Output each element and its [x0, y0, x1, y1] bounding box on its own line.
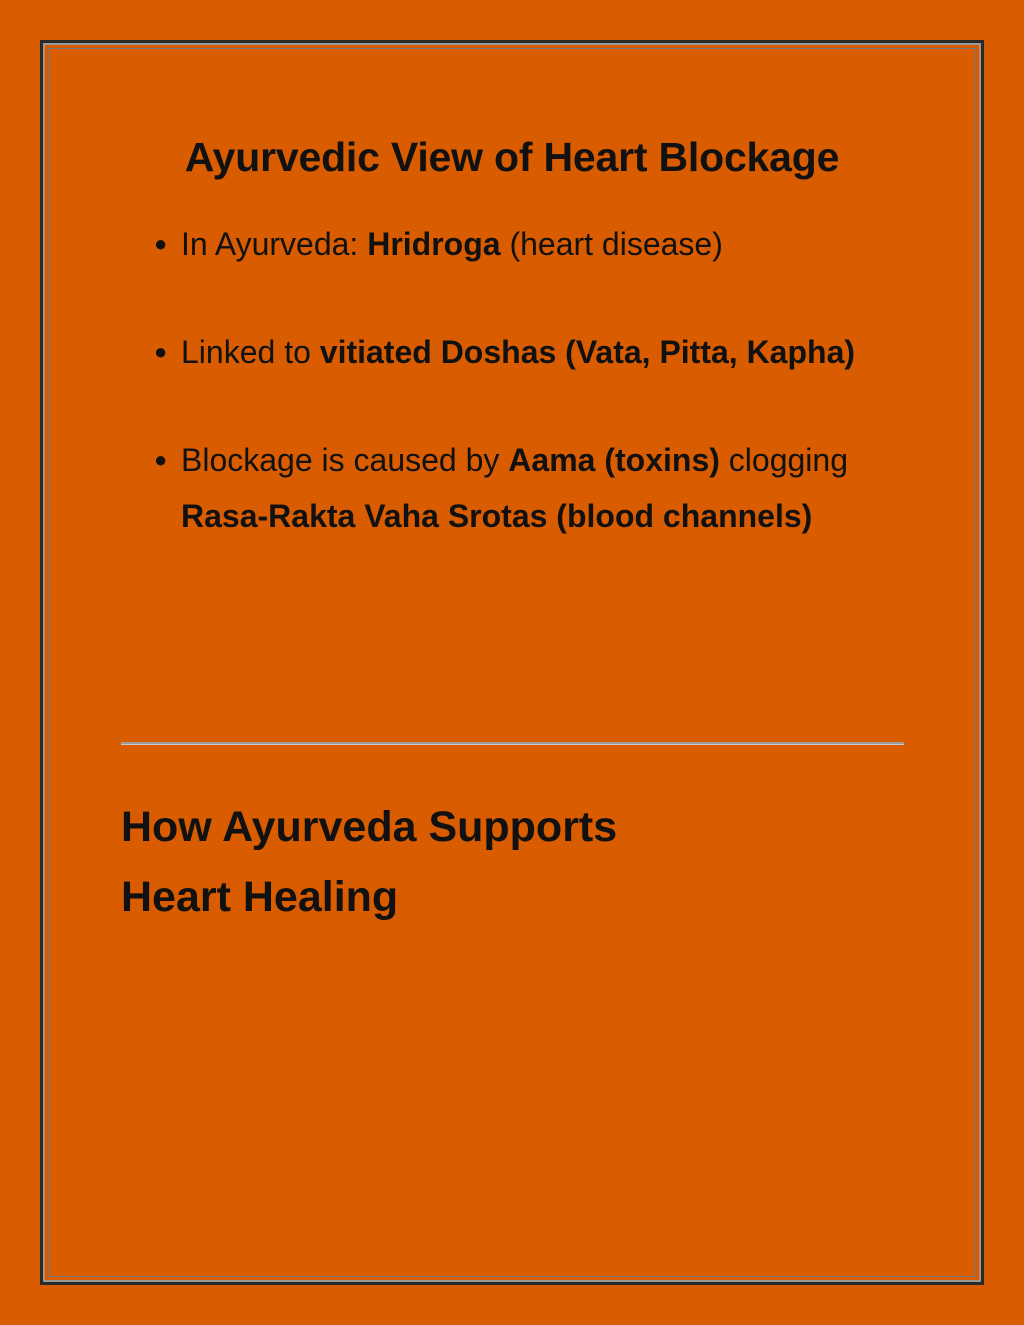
bullet-text-plain: Blockage is caused by — [181, 442, 509, 478]
bullet-text — [181, 226, 723, 262]
bullet-text-bold: vitiated Doshas (Vata, Pitta, Kapha) — [319, 334, 856, 370]
bullet-text-plain: In Ayurveda: — [181, 226, 368, 262]
section-title: Ayurvedic View of Heart Blockage — [184, 134, 840, 180]
bullet-text-plain: Linked to — [181, 334, 320, 370]
bullet-icon: ● — [154, 339, 168, 364]
bullet-icon: ● — [154, 447, 168, 472]
section-heading-line: Heart Healing — [121, 873, 399, 921]
bullet-icon: ● — [154, 231, 168, 256]
section-heading — [121, 792, 881, 932]
bullet-text-plain: (heart disease) — [500, 226, 723, 262]
bullet-item-aama — [154, 432, 874, 544]
bullet-text — [181, 334, 855, 370]
bullet-text — [181, 442, 848, 534]
section-heading-line: How Ayurveda Supports — [121, 803, 618, 851]
bullet-item-hridroga — [154, 216, 874, 272]
bullet-text-bold: Aama (toxins) — [508, 442, 720, 478]
bullet-text-plain: clogging — [719, 442, 848, 478]
bullet-list — [154, 216, 874, 596]
bullet-text-bold: Hridroga — [367, 226, 501, 262]
section-divider — [121, 742, 904, 745]
bullet-item-doshas — [154, 324, 874, 380]
bullet-text-bold: Rasa-Rakta Vaha Srotas (blood channels) — [181, 498, 813, 534]
